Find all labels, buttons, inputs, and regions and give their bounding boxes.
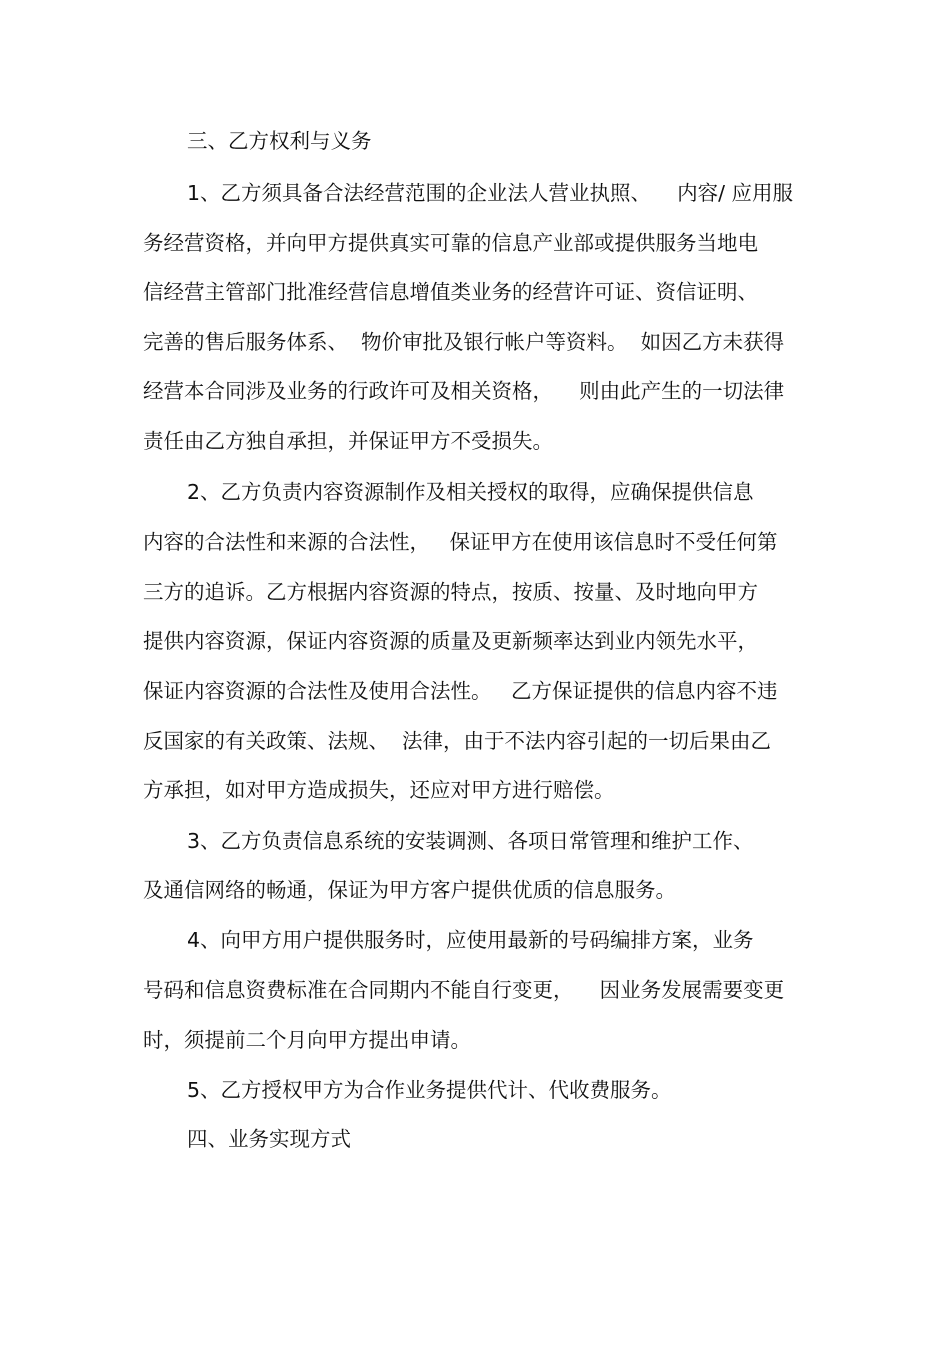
clause-1-line-2: 务经营资格，并向甲方提供真实可靠的信息产业部或提供服务当地电	[143, 231, 758, 255]
clause-1-line-4: 完善的售后服务体系、 物价审批及银行帐户等资料。 如因乙方未获得	[143, 330, 785, 354]
clause-3-line-2: 及通信网络的畅通，保证为甲方客户提供优质的信息服务。	[143, 878, 676, 902]
clause-2-line-7: 方承担，如对甲方造成损失，还应对甲方进行赔偿。	[143, 778, 615, 802]
clause-4-line-3: 时，须提前二个月向甲方提出申请。	[143, 1028, 471, 1052]
clause-1-line-3: 信经营主管部门批准经营信息增值类业务的经营许可证、资信证明、	[143, 280, 758, 304]
clause-3-line-1: 3、乙方负责信息系统的安装调测、各项日常管理和维护工作、	[187, 829, 754, 853]
clause-4-line-2: 号码和信息资费标准在合同期内不能自行变更， 因业务发展需要变更	[143, 978, 785, 1002]
clause-1-line-6: 责任由乙方独自承担，并保证甲方不受损失。	[143, 429, 553, 453]
clause-2-line-6: 反国家的有关政策、法规、 法律，由于不法内容引起的一切后果由乙	[143, 729, 772, 753]
clause-2-line-3: 三方的追诉。乙方根据内容资源的特点，按质、按量、及时地向甲方	[143, 580, 758, 604]
clause-2-line-1: 2、乙方负责内容资源制作及相关授权的取得，应确保提供信息	[187, 480, 754, 504]
clause-1-line-5: 经营本合同涉及业务的行政许可及相关资格， 则由此产生的一切法律	[143, 379, 785, 403]
clause-5-line-1: 5、乙方授权甲方为合作业务提供代计、代收费服务。	[187, 1078, 672, 1102]
clause-2-line-4: 提供内容资源，保证内容资源的质量及更新频率达到业内领先水平，	[143, 629, 758, 653]
clause-4-line-1: 4、向甲方用户提供服务时，应使用最新的号码编排方案，业务	[187, 928, 754, 952]
section-heading-4: 四、业务实现方式	[187, 1127, 351, 1151]
clause-2-line-5: 保证内容资源的合法性及使用合法性。 乙方保证提供的信息内容不违	[143, 679, 778, 703]
clause-1-line-1: 1、乙方须具备合法经营范围的企业法人营业执照、 内容/ 应用服	[187, 181, 794, 205]
section-heading-3: 三、乙方权利与义务	[187, 129, 372, 153]
clause-2-line-2: 内容的合法性和来源的合法性， 保证甲方在使用该信息时不受任何第	[143, 530, 778, 554]
